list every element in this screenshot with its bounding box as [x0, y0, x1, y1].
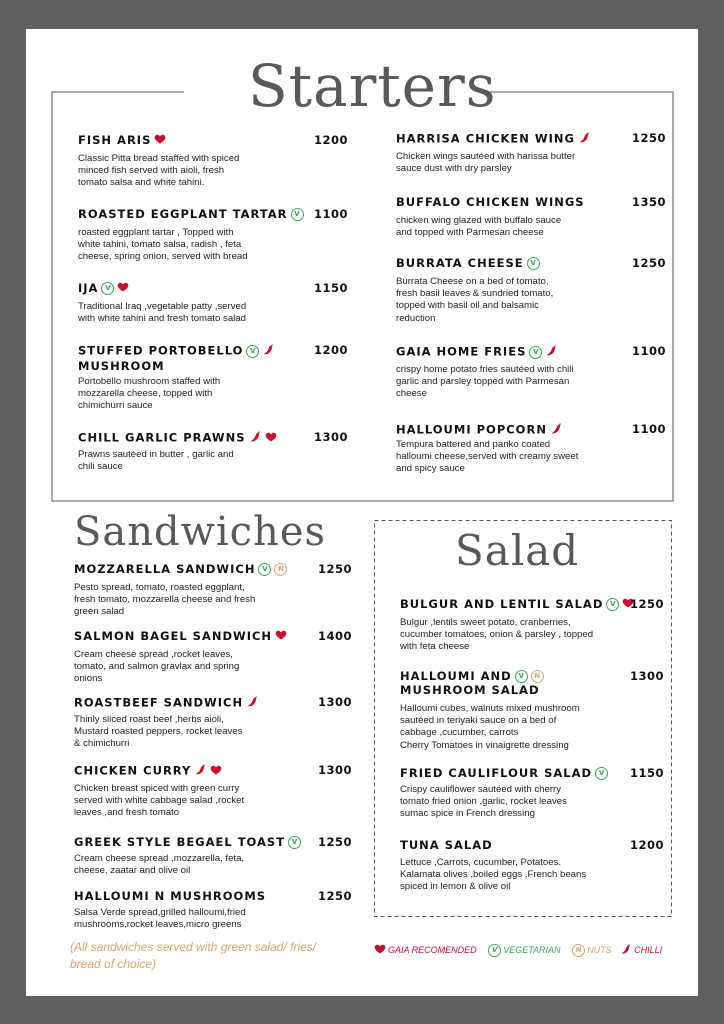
- vegetarian-icon: V: [515, 670, 528, 683]
- item-name: [400, 669, 544, 697]
- item-price: 1300: [630, 669, 665, 683]
- vegetarian-icon: V: [288, 836, 301, 849]
- item-name: [400, 597, 634, 612]
- item-description: [74, 582, 255, 619]
- description-line: with white tahini and fresh tomato salad: [78, 313, 246, 325]
- item-description: [78, 153, 239, 190]
- vegetarian-icon: V: [291, 208, 304, 221]
- description-line: served with white cabbage salad ,rocket: [74, 795, 245, 807]
- description-line: and topped with Parmesan cheese: [396, 227, 544, 239]
- description-line: Salsa Verde spread,grilled halloumi,fried: [74, 907, 246, 918]
- description-line: cabbage ,cucumber, carrots: [400, 727, 519, 739]
- description-line: Burrata Cheese on a bed of tomato,: [396, 276, 549, 287]
- item-name: [74, 562, 287, 576]
- description-line: white tahini, tomato salsa, radish , feta: [78, 239, 242, 251]
- item-description: [400, 703, 580, 752]
- item-description: [400, 617, 593, 654]
- description-line: crispy home potato fries sautéed with chili: [396, 364, 574, 375]
- item-name: [78, 430, 277, 446]
- item-price: 1250: [632, 256, 667, 270]
- item-name: [400, 766, 608, 780]
- item-description: [396, 364, 574, 401]
- description-line: Kalamata olives ,boiled eggs ,French beans: [400, 869, 587, 881]
- item-description: [74, 714, 243, 751]
- item-name-text: BURRATA CHEESE: [396, 256, 524, 270]
- item-name: [74, 835, 301, 849]
- item-price: 1200: [314, 343, 349, 357]
- description-line: cucumber tomatoes, onion & parsley , topped: [400, 629, 594, 641]
- item-description: [396, 151, 575, 175]
- description-line: Crispy cauliflower sautéed with cherry: [400, 784, 562, 795]
- heart-icon: [210, 764, 222, 779]
- item-description: [396, 439, 578, 476]
- nuts-icon: N: [274, 563, 287, 576]
- item-name: [400, 838, 493, 852]
- item-description: [396, 276, 553, 325]
- item-name-text: HARRISA CHICKEN WING: [396, 131, 575, 146]
- description-line: sauce dust with dry parsley: [396, 163, 512, 175]
- item-description: [78, 227, 248, 264]
- item-name-text: TUNA SALAD: [400, 838, 493, 852]
- item-name-line: MUSHROOM SALAD: [400, 683, 540, 697]
- vegetarian-icon: V: [101, 282, 114, 295]
- description-line: cheese, spring onion, served with bread: [78, 251, 248, 263]
- description-line: garlic and parsley topped with Parmesan: [396, 376, 570, 388]
- item-description: [78, 449, 234, 473]
- description-line: fresh basil leaves & sundried tomato,: [396, 288, 554, 300]
- description-line: Portobello mushroom staffed with: [78, 376, 221, 387]
- heart-icon: [265, 431, 277, 446]
- vegetarian-icon: V: [488, 944, 501, 957]
- item-price: 1350: [632, 195, 667, 209]
- heart-icon: [275, 629, 287, 644]
- menu-page: [26, 29, 698, 996]
- item-name: [78, 133, 166, 148]
- description-line: Cream cheese spread ,rocket leaves,: [74, 649, 233, 660]
- item-price: 1250: [318, 562, 353, 576]
- item-name: [74, 629, 287, 644]
- starters-title: Starters: [248, 52, 497, 120]
- item-price: 1150: [314, 281, 349, 295]
- vegetarian-icon: V: [606, 598, 619, 611]
- item-description: [74, 649, 239, 686]
- item-price: 1300: [314, 430, 349, 444]
- description-line: tomato, and salmon gravlax and spring: [74, 661, 240, 673]
- description-line: leaves ,and fresh tomato: [74, 807, 180, 819]
- description-line: sumac spice in French dressing: [400, 808, 535, 820]
- heart-icon: [154, 133, 166, 148]
- item-name-text: GREEK STYLE BEGAEL TOAST: [74, 835, 286, 849]
- description-line: chili sauce: [78, 461, 123, 473]
- heart-icon: [117, 281, 129, 296]
- nuts-icon: N: [572, 944, 585, 957]
- description-line: Classic Pitta bread staffed with spiced: [78, 153, 240, 164]
- chilli-icon: [620, 943, 632, 957]
- description-line: tomato fried onion ,garlic, rocket leaves: [400, 796, 567, 808]
- item-name-text: BUFFALO CHICKEN WINGS: [396, 195, 585, 209]
- description-line: & chimichurri: [74, 738, 130, 750]
- item-description: [74, 907, 246, 931]
- item-description: [400, 857, 586, 894]
- item-price: 1250: [318, 889, 353, 903]
- vegetarian-icon: V: [246, 345, 259, 358]
- item-name-text: ROASTED EGGPLANT TARTAR: [78, 207, 288, 221]
- description-line: mozzarella cheese, topped with: [78, 388, 213, 400]
- item-name: [396, 422, 563, 438]
- description-line: and spicy sauce: [396, 463, 465, 475]
- item-price: 1100: [314, 207, 349, 221]
- item-name: [74, 695, 259, 711]
- description-line: minced fish served with aioli, fresh: [78, 165, 225, 177]
- description-line: cheese: [396, 388, 427, 400]
- item-name-line: MUSHROOM: [78, 359, 165, 373]
- item-name-text: BULGUR AND LENTIL SALAD: [400, 597, 604, 611]
- description-line: Cherry Tomatoes in vinaigrette dressing: [400, 739, 569, 751]
- description-line: chicken wing glazed with buffalo sauce: [396, 215, 562, 226]
- chilli-icon: [262, 343, 275, 359]
- description-line: fresh tomato, mozzarella cheese and fresh: [74, 594, 256, 606]
- description-line: cheese, zaatar and olive oil: [74, 865, 191, 877]
- description-line: Thinly sliced roast beef ,herbs aioli,: [74, 714, 224, 725]
- item-name-text: HALLOUMI N MUSHROOMS: [74, 889, 267, 903]
- item-name-line: STUFFED PORTOBELLO: [78, 343, 244, 358]
- item-name: [396, 256, 540, 270]
- salad-title: Salad: [455, 526, 580, 575]
- vegetarian-icon: V: [595, 767, 608, 780]
- description-line: chimichurri sauce: [78, 400, 153, 412]
- vegetarian-icon: V: [258, 563, 271, 576]
- item-name-text: IJA: [78, 281, 99, 295]
- legend-recommended: GAIA RECOMENDED: [388, 945, 477, 955]
- description-line: halloumi cheese,served with creamy sweet: [396, 451, 579, 463]
- description-line: with feta cheese: [400, 641, 470, 653]
- item-price: 1150: [630, 766, 665, 780]
- sandwich-note: (All sandwiches served with green salad/ fries/ bread of choice): [70, 940, 317, 971]
- item-name: [396, 344, 558, 360]
- item-name: [74, 763, 222, 779]
- description-line: green salad: [74, 606, 125, 618]
- description-line: Prawns sautéed in butter , garlic and: [78, 449, 234, 460]
- sandwiches-title: Sandwiches: [74, 509, 327, 555]
- description-line: reduction: [396, 312, 436, 324]
- item-name-text: CHICKEN CURRY: [74, 763, 192, 778]
- item-name-text: MOZZARELLA SANDWICH: [74, 562, 256, 576]
- item-description: [74, 783, 244, 820]
- vegetarian-icon: V: [527, 257, 540, 270]
- item-name: [396, 131, 591, 147]
- nuts-icon: N: [531, 670, 544, 683]
- description-line: Chicken breast spiced with green curry: [74, 783, 240, 794]
- item-name-text: CHILL GARLIC PRAWNS: [78, 430, 246, 445]
- item-name: [74, 889, 266, 903]
- item-name-text: FISH ARIS: [78, 133, 152, 147]
- chilli-icon: [578, 131, 591, 147]
- description-line: topped with basil oil and balsamic: [396, 300, 539, 312]
- item-name-line: HALLOUMI AND: [400, 669, 512, 683]
- description-line: Traditional Iraq ,vegetable patty ,served: [78, 301, 247, 312]
- item-price: 1300: [318, 695, 353, 709]
- description-line: tomato salsa and white tahini.: [78, 177, 205, 189]
- description-line: Tempura battered and panko coated: [396, 439, 551, 450]
- vegetarian-icon: V: [529, 346, 542, 359]
- item-price: 1250: [630, 597, 665, 611]
- item-name-text: FRIED CAULIFLOUR SALAD: [400, 766, 593, 780]
- item-name: [78, 281, 129, 296]
- item-name-text: SALMON BAGEL SANDWICH: [74, 629, 273, 643]
- description-line: Mustard roasted peppers, rocket leaves: [74, 726, 243, 738]
- item-price: 1200: [314, 133, 349, 147]
- chilli-icon: [550, 422, 563, 438]
- description-line: Cream cheese spread ,mozzarella, feta,: [74, 853, 245, 864]
- description-line: spiced in lemon & olive oil: [400, 881, 511, 893]
- legend: [374, 943, 668, 957]
- item-price: 1400: [318, 629, 353, 643]
- item-price: 1250: [318, 835, 353, 849]
- item-price: 1100: [632, 422, 667, 436]
- item-price: 1300: [318, 763, 353, 777]
- item-name: [396, 195, 585, 209]
- description-line: Halloumi cubes, walnuts mixed mushroom: [400, 703, 580, 714]
- item-price: 1200: [630, 838, 665, 852]
- chilli-icon: [194, 763, 207, 779]
- item-description: [396, 215, 561, 239]
- description-line: Pesto spread, tomato, roasted eggplant,: [74, 582, 245, 593]
- description-line: Lettuce ,Carrots, cucumber, Potatoes.: [400, 857, 562, 868]
- legend-vegetarian: VEGETARIAN: [503, 945, 561, 955]
- heart-icon: [374, 943, 386, 957]
- description-line: mushrooms,rocket leaves,micro greens: [74, 919, 242, 931]
- item-description: [78, 376, 220, 413]
- item-price: 1100: [632, 344, 667, 358]
- item-description: [78, 301, 246, 325]
- item-name-text: ROASTBEEF SANDWICH: [74, 695, 244, 710]
- item-name: [78, 207, 304, 221]
- description-line: roasted eggplant tartar , Topped with: [78, 227, 234, 238]
- chilli-icon: [246, 695, 259, 711]
- item-description: [400, 784, 567, 821]
- legend-nuts: NUTS: [587, 945, 612, 955]
- item-description: [74, 853, 244, 877]
- description-line: sautéed in teriyaki sauce on a bed of: [400, 715, 557, 727]
- item-name-text: HALLOUMI POPCORN: [396, 422, 547, 437]
- description-line: Bulgur ,lentils sweet potato, cranberries,: [400, 617, 571, 628]
- item-name: [78, 343, 275, 373]
- item-price: 1250: [632, 131, 667, 145]
- chilli-icon: [545, 344, 558, 360]
- legend-chilli: CHILLI: [634, 945, 663, 955]
- description-line: Chicken wings sautéed with harissa butter: [396, 151, 576, 162]
- description-line: onions: [74, 673, 103, 685]
- chilli-icon: [249, 430, 262, 446]
- item-name-text: GAIA HOME FRIES: [396, 344, 527, 359]
